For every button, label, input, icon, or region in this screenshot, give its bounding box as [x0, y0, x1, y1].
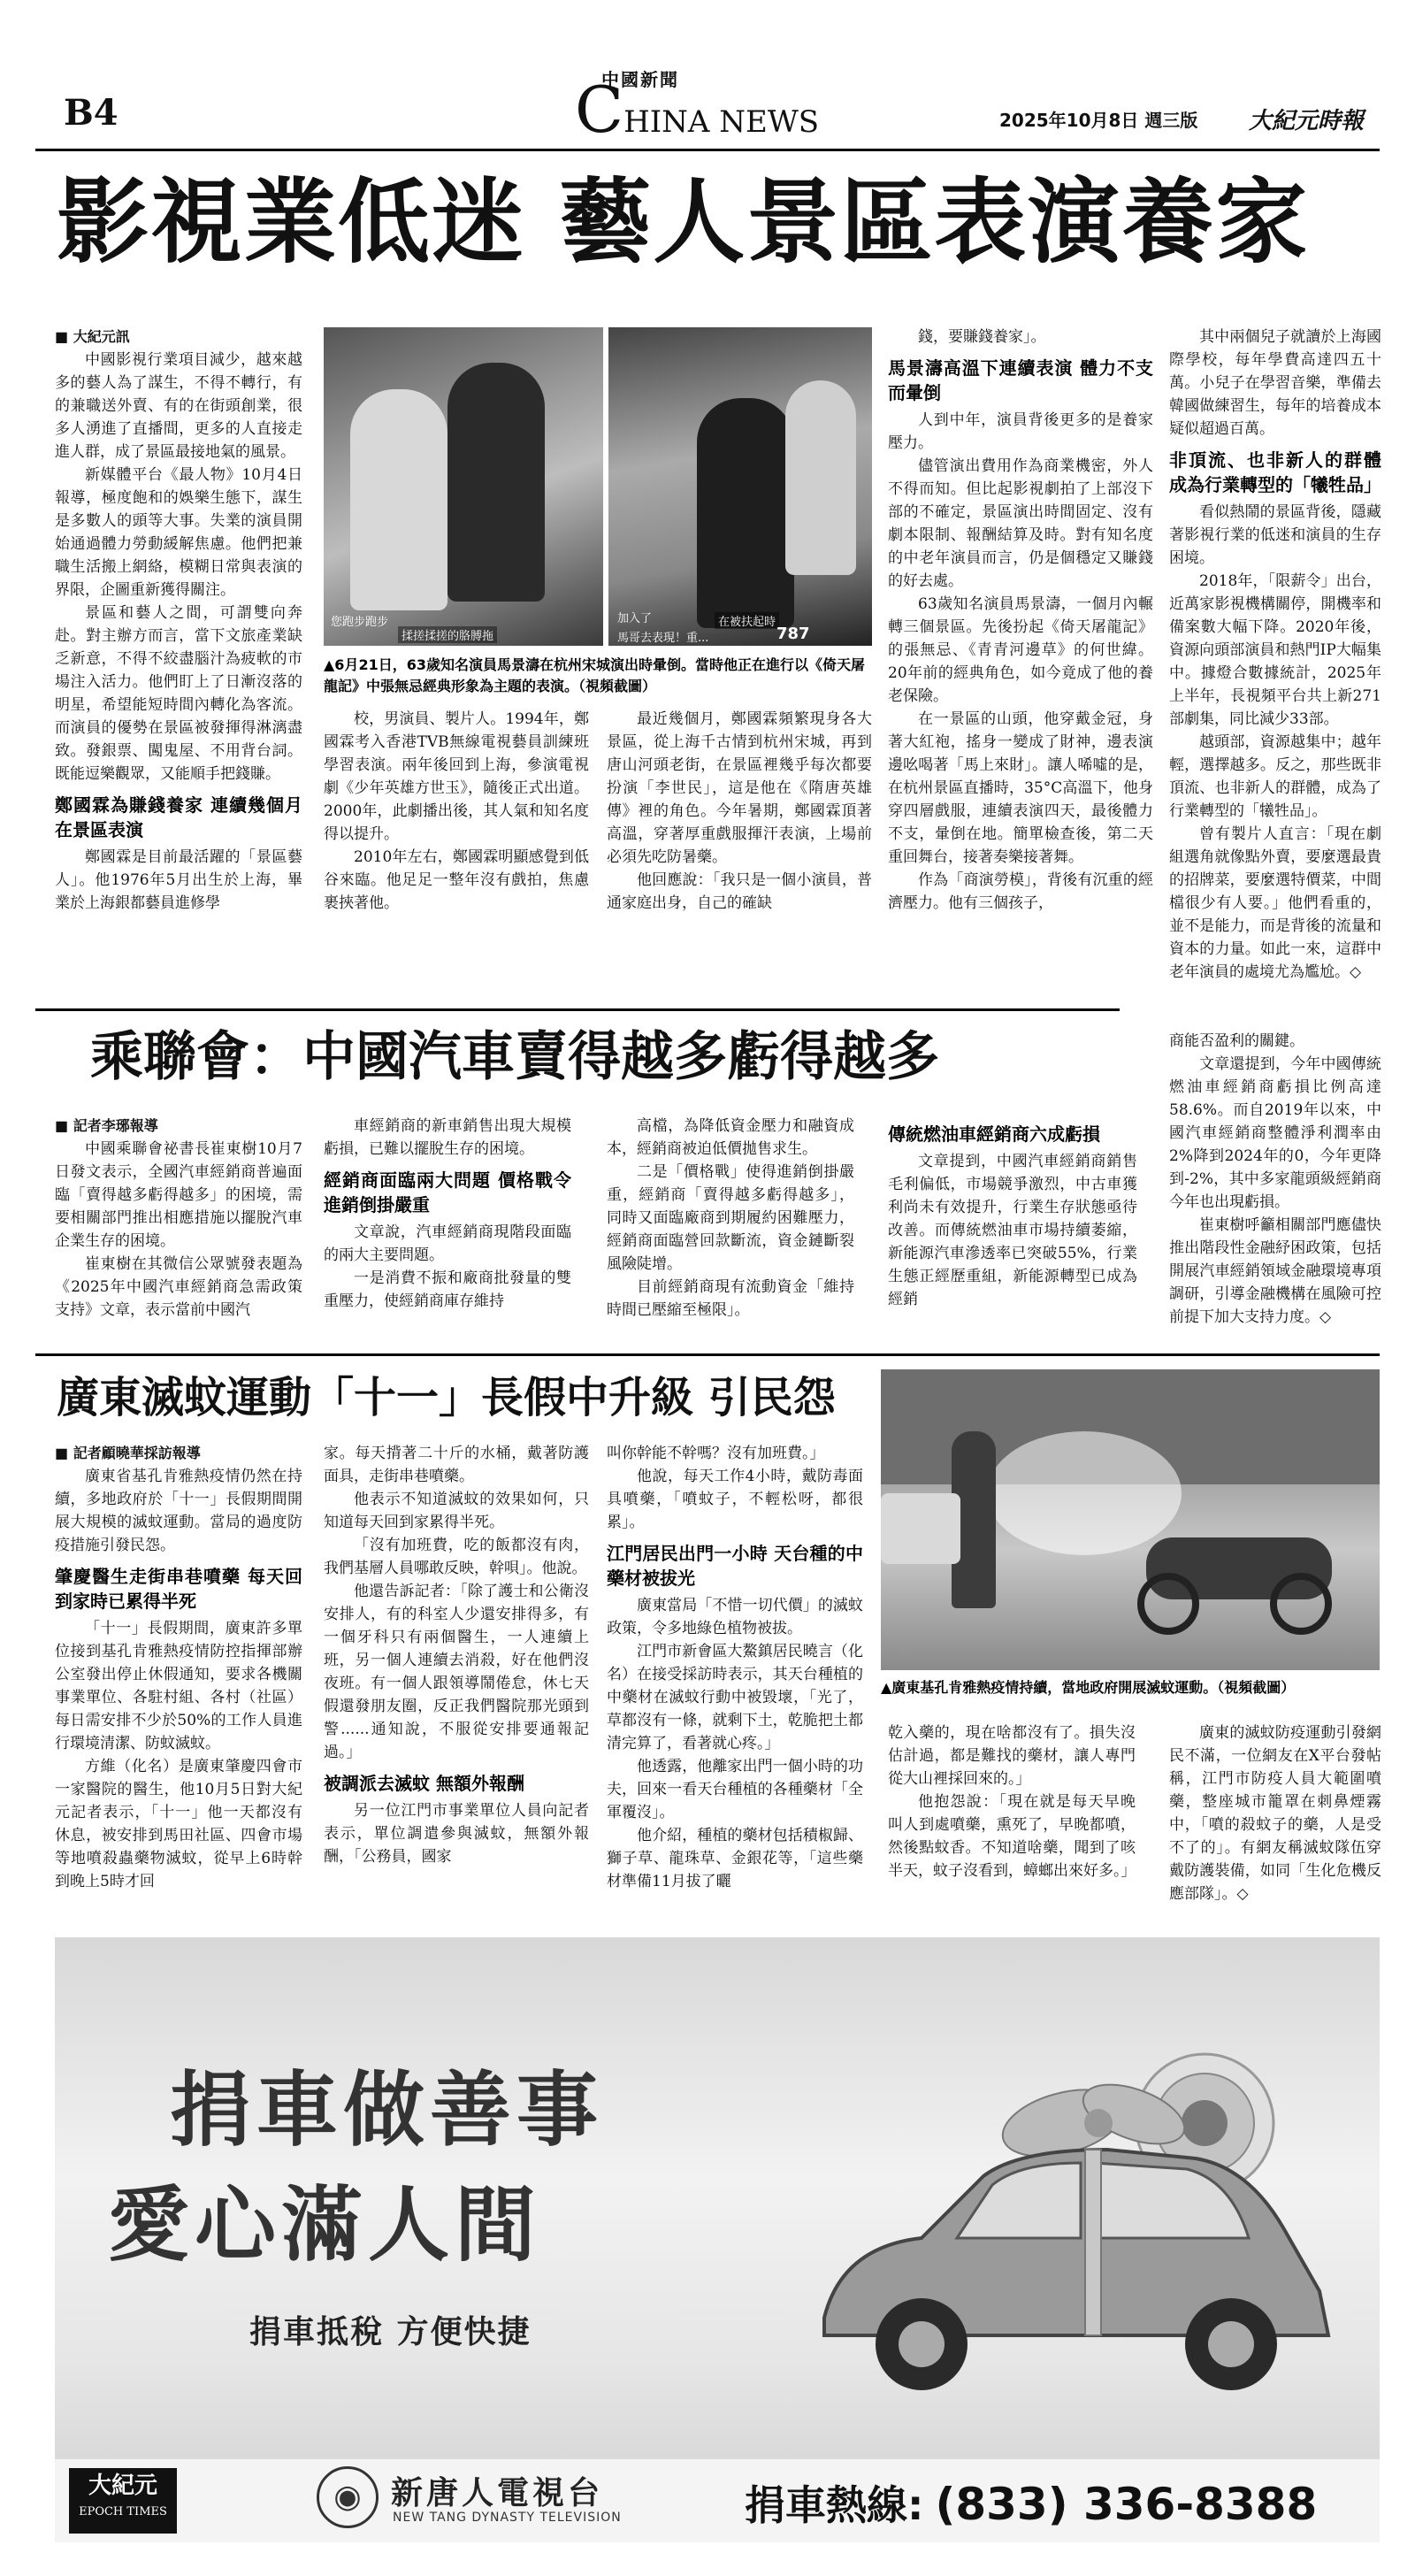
story1-col5 [1169, 326, 1381, 984]
paragraph: 乾入藥的，現在啥都沒有了。損失沒估計過，都是難找的藥材，讓人專門從大山裡採回來的。」 [888, 1724, 1136, 1788]
story2-col3 [607, 1115, 854, 1322]
story3-col1 [55, 1442, 302, 1893]
ntd-logo-text: 新唐人電視台 [391, 2474, 604, 2511]
paragraph: 家。每天揹著二十斤的水桶，戴著防護面具，走街串巷噴藥。 [324, 1445, 589, 1485]
donate-car-ad [55, 1937, 1380, 2542]
paragraph: 崔東樹呼籲相關部門應儘快推出階段性金融紓困政策，包括開展汽車經銷領域金融環境專項調研，引導金融機構在風險可控前提下加大支持力度。◇ [1169, 1216, 1381, 1326]
paragraph: 在一景區的山頭，他穿戴金冠，身著大紅袍，搖身一變成了財神，邊表演邊吆喝著「馬上來財」。讓人唏噓的是，在杭州景區直播時，35°C高溫下，他身穿四層戲服，連續表演四天，最後體力不支，暈倒在地。簡單檢查後，第二天重回舞台，接著奏樂接著舞。 [888, 710, 1153, 866]
paragraph: 校，男演員、製片人。1994年，鄭國霖考入香港TVB無線電視藝員訓練班學習表演。兩年後回到上海，參演電視劇《少年英雄方世玉》，隨後正式出道。2000年，此劇播出後，其人氣和知名度得以提升。 [324, 710, 589, 843]
paragraph: 曾有製片人直言：「現在劇組選角就像點外賣，要麼選最貴的招牌菜，要麼選特價菜，中間檔很少有人要。」他們看重的，並不是能力，而是背後的流量和資本的力量。如此一來，這群中老年演員的處境尤為尷尬。◇ [1169, 825, 1381, 981]
performer-figure [785, 380, 856, 575]
subheading: 馬景濤高溫下連續表演 體力不支而暈倒 [888, 357, 1153, 403]
paragraph: 他回應說：「我只是一個小演員，普通家庭出身，自己的確缺 [607, 871, 872, 912]
story2-col1 [55, 1115, 302, 1322]
ad-tagline: 捐車抵稅 方便快捷 [249, 2314, 532, 2350]
performer-figure [697, 398, 794, 628]
paragraph: 儘管演出費用作為商業機密，外人不得而知。但比起影視劇拍了上部沒下部的不確定，景區演出時間固定、沒有劇本限制、報酬結算及時。對有知名度的中老年演員而言，仍是個穩定又賺錢的好去處。 [888, 457, 1153, 590]
video-overlay-text: 加入了 [617, 612, 653, 625]
ad-title-2: 愛心滿人間 [108, 2177, 542, 2273]
story3-col2 [324, 1442, 589, 1868]
paragraph: 中國影視行業項目減少，越來越多的藝人為了謀生，不得不轉行，有的兼職送外賣、有的在街頭創業，很多人湧進了直播間，更多的人直接走進人群，成了景區最接地氣的風景。 [55, 351, 302, 461]
masthead [35, 53, 1380, 150]
paragraph: 廣東當局「不惜一切代價」的滅蚊政策，令多地綠色植物被拔。 [607, 1597, 863, 1637]
paragraph: 一是消費不振和廠商批發量的雙重壓力，使經銷商庫存維持 [324, 1269, 571, 1310]
section-title-en: CHINA NEWS [575, 73, 820, 147]
paragraph: 中國乘聯會祕書長崔東樹10月7日發文表示，全國汽車經銷商普遍面臨「賣得越多虧得越多」的困境，需要相關部門推出相應措施以擺脫汽車企業生存的困境。 [55, 1140, 302, 1250]
car-icon [824, 2150, 1328, 2390]
epoch-times-logo [69, 2468, 177, 2534]
story1-photo-caption: ▲6月21日，63歲知名演員馬景濤在杭州宋城演出時暈倒。當時他正在進行以《倚天屠龍記》中張無忌經典形象為主題的表演。（視頻截圖） [324, 656, 865, 694]
video-overlay-text: 揉搓揉搓的胳膊拖 [398, 626, 497, 643]
paragraph: 越頭部，資源越集中；越年輕，選擇越多。反之，那些既非頂流、也非新人的群體，成為了行業轉型的「犧牲品」。 [1169, 733, 1381, 820]
fog-cloud [987, 1431, 1182, 1555]
performer-figure [447, 363, 545, 602]
paragraph: 高檔，為降低資金壓力和融資成本，經銷商被迫低價拋售求生。 [607, 1117, 854, 1158]
paragraph: 作為「商演勞模」，背後有沉重的經濟壓力。他有三個孩子， [888, 871, 1153, 912]
subheading: 非頂流、也非新人的群體 成為行業轉型的「犧牲品」 [1169, 449, 1381, 495]
paragraph: 最近幾個月，鄭國霖頻繁現身各大景區，從上海千古情到杭州宋城，再到唐山河頭老街，在景區裡幾乎每次都要扮演「李世民」，這是他在《隋唐英雄傳》裡的角色。今年暑期，鄭國霖頂著高溫，穿著厚重戲服揮汗表演，上場前必須先吃防暑藥。 [607, 710, 872, 866]
subheading: 鄭國霖為賺錢養家 連續幾個月在景區表演 [55, 794, 302, 840]
story1-col4 [888, 326, 1153, 915]
story3-headline: 廣東滅蚊運動「十一」長假中升級 引民怨 [57, 1373, 836, 1422]
paragraph: 廣東省基孔肯雅熱疫情仍然在持續，多地政府於「十一」長假期間開展大規模的滅蚊運動。當局的過度防疫措施引發民怨。 [55, 1468, 302, 1554]
paragraph: 文章說，汽車經銷商現階段面臨的兩大主要問題。 [324, 1223, 571, 1264]
hotline-number: (833) 336-8388 [935, 2479, 1318, 2530]
story2-headline: 乘聯會：中國汽車賣得越多虧得越多 [90, 1026, 939, 1088]
paragraph: 2018年，「限薪令」出台，近萬家影視機構關停，開機率和備案數大幅下降。2020年後，資源向頭部演員和熱門IP大幅集中。據燈合數據統計，2025年上半年，長視頻平台共上新271部劇集，同比減少33部。 [1169, 572, 1381, 728]
story3-col5 [1169, 1721, 1381, 1905]
paragraph: 他透露，他離家出門一個小時的功夫，回來一看天台種植的各種藥材「全軍覆沒」。 [607, 1758, 863, 1821]
subheading: 傳統燃油車經銷商六成虧損 [888, 1123, 1100, 1145]
ad-title-1: 捐車做善事 [170, 2062, 604, 2158]
ad-footer [55, 2459, 1380, 2542]
section-divider [35, 1008, 1120, 1011]
subheading: 經銷商面臨兩大問題 價格戰令進銷倒掛嚴重 [324, 1169, 571, 1215]
section-title-cn: 中國新聞 [601, 69, 679, 90]
paragraph: 文章還提到，今年中國傳統燃油車經銷商虧損比例高達58.6%。而自2019年以來，中國汽車經銷商整體淨利潤率由2%降到2024年的0，今年更降到-2%，其中多家龍頭級經銷商今年也出現虧損。 [1169, 1055, 1381, 1211]
story3-col3 [607, 1442, 863, 1893]
masthead-rule [35, 149, 1380, 151]
performer-figure [350, 389, 447, 610]
paragraph: 他還告訴記者：「除了護士和公衛沒安排人，有的科室人少還安排得多，有一個牙科只有兩個醫生，一人連續上班，另一個人連續去消殺，好在他們沒夜班。有一個人跟領導鬧倦怠，休七天假還發朋友圈，反正我們醫院那光頭到警......通知說，不服從安排要通報記過。」 [324, 1583, 589, 1761]
page-number: B4 [64, 92, 119, 134]
story1-col2 [324, 708, 589, 915]
story1-headline: 影視業低迷 藝人景區表演養家 [57, 168, 1310, 276]
story3-photo-caption: ▲廣東基孔肯雅熱疫情持續，當地政府開展滅蚊運動。（視頻截圖） [881, 1679, 1296, 1696]
logo-text: EPOCH TIMES [79, 2505, 167, 2518]
motorcycle-wheel [1270, 1573, 1332, 1635]
subheading: 肇慶醫生走街串巷噴藥 每天回到家時已累得半死 [55, 1566, 302, 1612]
byline: ■ 記者顧曉華採訪報導 [55, 1445, 201, 1461]
video-overlay-text: 787 [776, 625, 810, 643]
paragraph: 方維（化名）是廣東肇慶四會市一家醫院的醫生，他10月5日對大紀元記者表示，「十一」他一天都沒有休息，被安排到馬田社區、四會市場等地噴殺蟲藥物滅蚊，從早上6時幹到晚上5時才回 [55, 1758, 302, 1890]
story3-col4 [888, 1721, 1136, 1882]
paragraph: 叫你幹能不幹嗎？沒有加班費。」 [607, 1445, 825, 1462]
paragraph: 他抱怨說：「現在就是每天早晚叫人到處噴藥，熏死了，早晚都噴，然後點蚊香。不知道啥藥，聞到了咳半天，蚊子沒看到，蟑螂出來好多。」 [888, 1793, 1136, 1880]
byline: ■ 記者李琊報導 [55, 1117, 158, 1134]
paragraph: 廣東的滅蚊防疫運動引發網民不滿，一位網友在X平台發帖稱，江門市防疫人員大範圍噴藥，整座城市籠罩在刺鼻煙霧中，「噴的殺蚊子的藥，人是受不了的」。有網友稱滅蚊隊伍穿戴防護裝備，如同「生化危機反應部隊」。◇ [1169, 1724, 1381, 1903]
story2-col4 [888, 1115, 1137, 1311]
paragraph: 「十一」長假期間，廣東許多單位接到基孔肯雅熱疫情防控指揮部辦公室發出停止休假通知，要求各機關事業單位、各駐村組、各村（社區）每日需安排不少於50%的工作人員進行環境清潔、防蚊滅蚊。 [55, 1620, 302, 1752]
paragraph: 「沒有加班費，吃的飯都沒有肉，我們基層人員哪敢反映，幹唄」。他說。 [324, 1537, 589, 1577]
paragraph: 目前經銷商現有流動資金「維持時間已壓縮至極限」。 [607, 1278, 854, 1319]
parked-car [881, 1493, 960, 1564]
subheading: 江門居民出門一小時 天台種的中藥材被拔光 [607, 1543, 863, 1589]
paragraph: 二是「價格戰」使得進銷倒掛嚴重，經銷商「賣得越多虧得越多」，同時又面臨廠商到期履約困難壓力，經銷商面臨營回款斷流，資金鏈斷裂風險陡增。 [607, 1163, 854, 1273]
paragraph: 崔東樹在其微信公眾號發表題為《2025年中國汽車經銷商急需政策支持》文章，表示當前中國汽 [55, 1255, 302, 1319]
paragraph: 其中兩個兒子就讀於上海國際學校，每年學費高達四五十萬。小兒子在學習音樂，準備去韓國做練習生，每年的培養成本疑似超過百萬。 [1169, 328, 1381, 438]
paragraph: 看似熱鬧的景區背後，隱藏著影視行業的低迷和演員的生存困境。 [1169, 503, 1381, 567]
story1-col1 [55, 326, 302, 915]
paragraph: 另一位江門市事業單位人員向記者表示，單位調遣參與滅蚊，無額外報酬，「公務員，國家 [324, 1802, 589, 1866]
paragraph: 文章提到，中國汽車經銷商銷售毛利偏低，市場競爭激烈，中古車獲利尚未有效提升，行業生存狀態亟待改善。而傳統燃油車市場持續萎縮，新能源汽車滲透率已突破55%，行業生態正經歷重組，新能源轉型已成為經銷 [888, 1153, 1137, 1308]
story1-photo-left [324, 327, 603, 646]
paragraph: 2010年左右，鄭國霖明顯感覺到低谷來臨。他足足一整年沒有戲拍，焦慮裹挾著他。 [324, 848, 589, 912]
paragraph: 他表示不知道滅蚊的效果如何，只知道每天回到家累得半死。 [324, 1491, 589, 1531]
story1-photo-right [608, 327, 872, 646]
story1-col3 [607, 708, 872, 915]
issue-date: 2025年10月8日 週三版 [999, 110, 1198, 131]
paragraph: 錢，要賺錢養家」。 [918, 328, 1046, 346]
subheading: 被調派去滅蚊 無額外報酬 [324, 1773, 524, 1794]
paragraph: 景區和藝人之間，可謂雙向奔赴。對主辦方而言，當下文旅產業缺乏新意，不得不絞盡腦汁為疲軟的市場注入活力。他們盯上了日漸沒落的明星，希望能短時間內轉化為客流。而演員的優勢在景區被發揮得淋漓盡致。發銀票、闖鬼屋、不用背台詞。既能逗樂觀眾，又能順手把錢賺。 [55, 604, 302, 783]
paragraph: 他介紹，種植的藥材包括積椒歸、獅子草、龍珠草、金銀花等，「這些藥材準備11月拔了曬 [607, 1827, 863, 1890]
section-divider [35, 1353, 1380, 1356]
paragraph: 人到中年，演員背後更多的是養家壓力。 [888, 411, 1153, 452]
motorcycle-wheel [1137, 1573, 1199, 1635]
paragraph: 鄭國霖是目前最活躍的「景區藝人」。他1976年5月出生於上海，畢業於上海銀都藝員進修學 [55, 848, 302, 912]
paragraph: 商能否盈利的關鍵。 [1169, 1032, 1304, 1050]
video-overlay-text: 馬哥去表現！重... [617, 632, 709, 645]
paper-name: 大紀元時報 [1249, 108, 1365, 134]
paragraph: 63歲知名演員馬景濤，一個月內輾轉三個景區。先後扮起《倚天屠龍記》的張無忌、《青青河邊草》的何世緯。20年前的經典角色，如今竟成了他的養老保險。 [888, 595, 1153, 705]
video-overlay-text: 在被扶起時 [715, 612, 779, 629]
hotline-label: 捐車熱線: [745, 2481, 924, 2529]
paragraph: 新媒體平台《最人物》10月4日報導，極度飽和的娛樂生態下，謀生是多數人的頭等大事。失業的演員開始通過體力勞動緩解焦慮。他們把兼職生活搬上網絡，模糊日常與表演的界限，企圖重新獲得關注。 [55, 466, 302, 599]
hotline [745, 2473, 1317, 2532]
gift-car-illustration [789, 2026, 1355, 2415]
ntd-logo-icon: ◉ [317, 2466, 379, 2528]
paragraph: 車經銷商的新車銷售出現大規模虧損，已難以擺脫生存的困境。 [324, 1117, 571, 1158]
video-overlay-text: 您跑步跑步 [331, 616, 389, 629]
story2-col5 [1169, 1030, 1381, 1329]
paragraph: 他說，每天工作4小時，戴防毒面具噴藥，「噴蚊子，不輕松呀，都很累」。 [607, 1468, 863, 1531]
ntd-logo-subtext: NEW TANG DYNASTY TELEVISION [393, 2511, 622, 2525]
paragraph: 江門市新會區大鰲鎮居民曉言（化名）在接受採訪時表示，其天台種植的中藥材在滅蚊行動中被毀壞，「光了，草都沒有一條，就剩下土，乾脆把土都清完算了，看著就心疼。」 [607, 1643, 863, 1752]
logo-text: 大紀元 [88, 2472, 157, 2499]
byline: ■ 大紀元訊 [55, 328, 130, 345]
story2-col2 [324, 1115, 571, 1313]
story3-photo [881, 1369, 1380, 1670]
